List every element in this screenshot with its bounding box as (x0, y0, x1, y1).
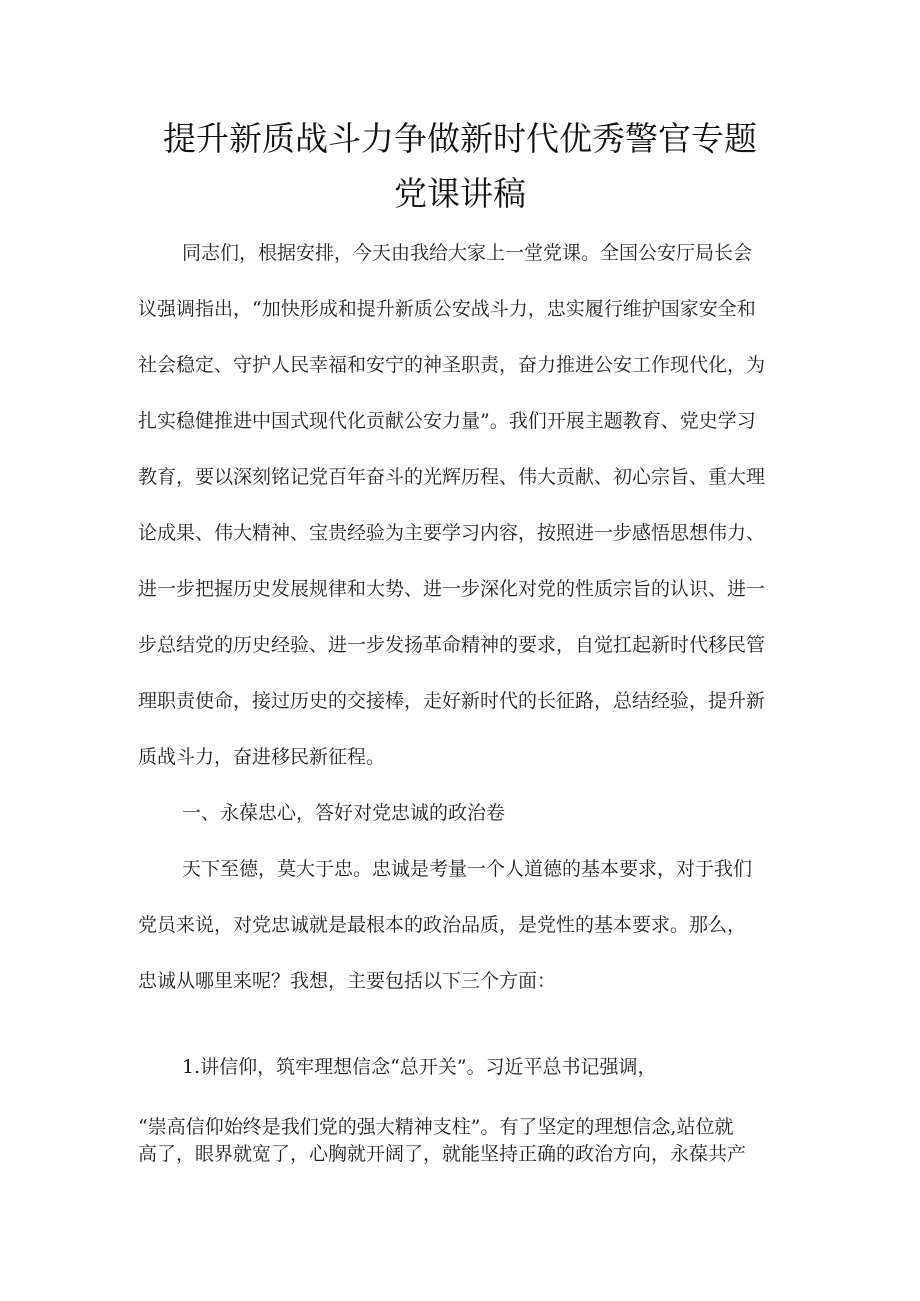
paragraph-line: 高了，眼界就宽了，心胸就开阔了，就能坚持正确的政治方向，永葆共产 (138, 1143, 747, 1165)
paragraph-line: 论成果、伟大精神、宝贵经验为主要学习内容，按照进一步感悟思想伟力、 (138, 522, 766, 544)
paragraph-line: 教育，要以深刻铭记党百年奋斗的光辉历程、伟大贡献、初心宗旨、重大理 (138, 466, 766, 488)
section-heading: 一、永葆忠心，答好对党忠诚的政治卷 (182, 802, 506, 824)
paragraph-line: 同志们，根据安排，今天由我给大家上一堂党课。全国公安厅局长会 (182, 242, 753, 264)
paragraph-line: 忠诚从哪里来呢？我想，主要包括以下三个方面： (138, 970, 557, 992)
paragraph-line: 议强调指出，“加快形成和提升新质公安战斗力，忠实履行维护国家安全和 (138, 298, 756, 320)
paragraph-line: “崇高信仰始终是我们党的强大精神支柱”。有了坚定的理想信念,站位就 (138, 1116, 734, 1138)
paragraph-line: 理职责使命，接过历史的交接棒，走好新时代的长征路，总结经验，提升新 (138, 690, 766, 712)
paragraph-line: 步总结党的历史经验、进一步发扬革命精神的要求，自觉扛起新时代移民管 (138, 634, 766, 656)
paragraph-line: 1.讲信仰，筑牢理想信念“总开关”。习近平总书记强调， (182, 1056, 657, 1078)
paragraph-line: 进一步把握历史发展规律和大势、进一步深化对党的性质宗旨的认识、进一 (138, 578, 766, 600)
paragraph-line: 天下至德，莫大于忠。忠诚是考量一个人道德的基本要求，对于我们 (182, 858, 753, 880)
paragraph-line: 党员来说，对党忠诚就是最根本的政治品质，是党性的基本要求。那么， (138, 914, 747, 936)
document-title-line-1: 提升新质战斗力争做新时代优秀警官专题 (163, 119, 757, 158)
paragraph-line: 质战斗力，奋进移民新征程。 (138, 746, 386, 768)
document-title-line-2: 党课讲稿 (394, 174, 526, 213)
paragraph-line: 社会稳定、守护人民幸福和安宁的神圣职责，奋力推进公安工作现代化，为 (138, 354, 766, 376)
paragraph-line: 扎实稳健推进中国式现代化贡献公安力量”。我们开展主题教育、党史学习 (138, 410, 756, 432)
